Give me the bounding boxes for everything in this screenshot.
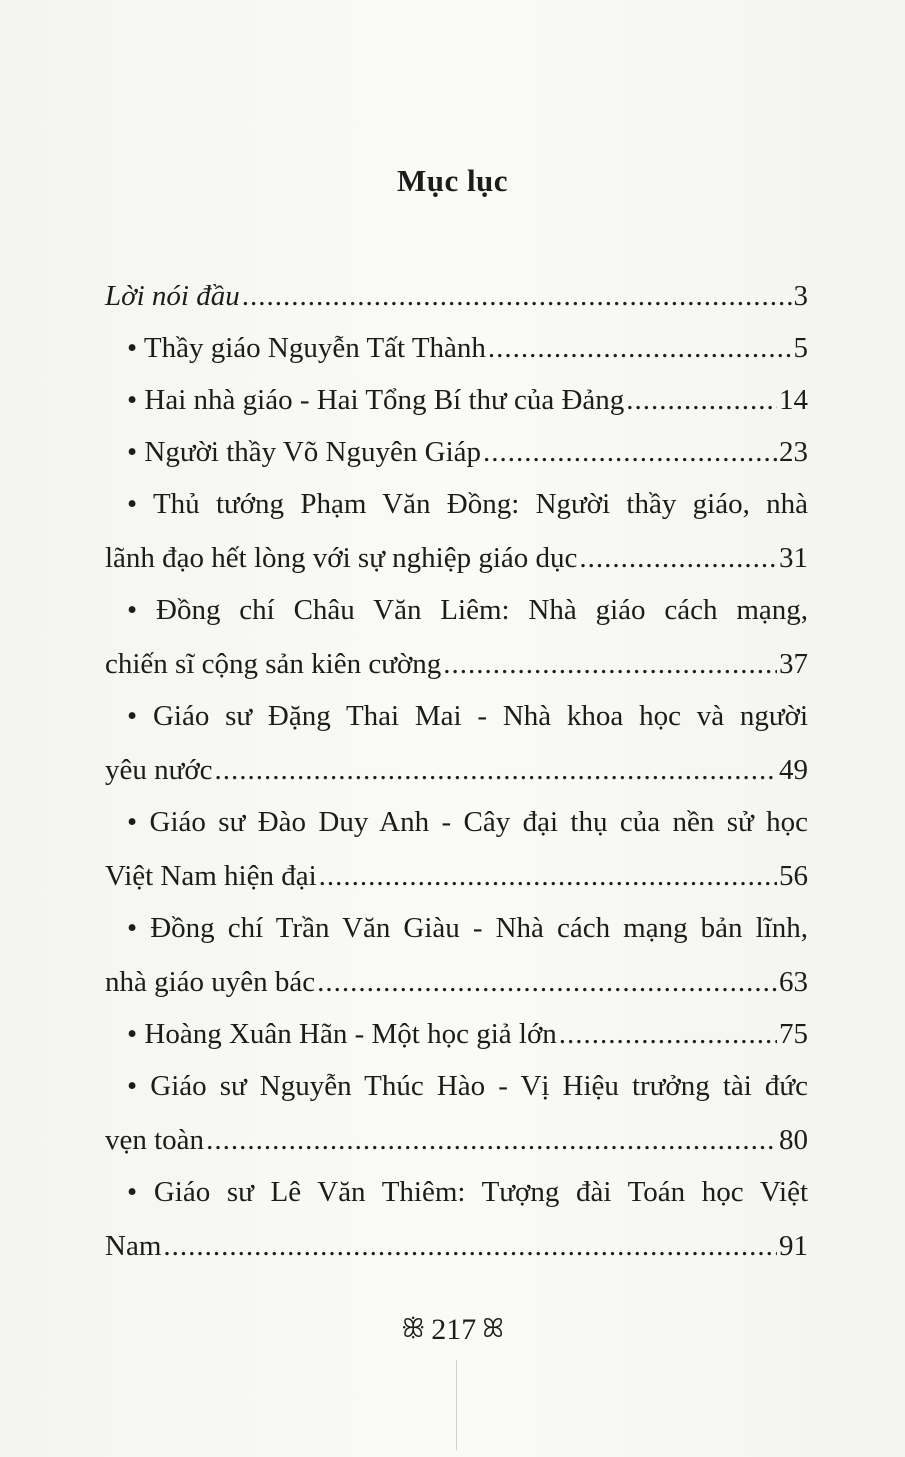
toc-entry-title: Đồng chí Trần Văn Giàu - Nhà cách mạng bản lĩnh, bbox=[150, 912, 808, 944]
dot-leader bbox=[559, 1008, 777, 1060]
dot-leader bbox=[206, 1114, 777, 1166]
bullet-icon: • bbox=[127, 436, 138, 468]
toc-page-number: 56 bbox=[779, 860, 808, 892]
bullet-icon: • bbox=[127, 594, 138, 626]
bullet-icon: • bbox=[127, 700, 138, 732]
toc-entry-line bbox=[105, 1220, 808, 1272]
toc-entry-title: Lời nói đầu bbox=[105, 280, 240, 312]
toc-entry-line bbox=[105, 374, 808, 426]
toc-page-number: 31 bbox=[779, 542, 808, 574]
dot-leader bbox=[579, 532, 777, 584]
toc-entry-line bbox=[105, 1008, 808, 1060]
toc-page-number: 75 bbox=[779, 1018, 808, 1050]
toc-page-number: 14 bbox=[779, 384, 808, 416]
page-folio bbox=[0, 1313, 905, 1347]
toc-entry-title-wrap bbox=[127, 374, 624, 426]
toc-page-number: 80 bbox=[779, 1124, 808, 1156]
dot-leader bbox=[163, 1220, 777, 1272]
toc-entry-line bbox=[105, 270, 808, 322]
toc-entry-title: Hoàng Xuân Hãn - Một học giả lớn bbox=[144, 1018, 557, 1050]
dot-leader bbox=[488, 322, 792, 374]
toc-page-number: 3 bbox=[793, 280, 808, 312]
toc-entry-title: Thầy giáo Nguyễn Tất Thành bbox=[143, 332, 486, 364]
bullet-icon: • bbox=[127, 1070, 138, 1102]
toc-entry-title: Người thầy Võ Nguyên Giáp bbox=[144, 436, 481, 468]
toc-entry-line bbox=[105, 426, 808, 478]
toc-entry bbox=[105, 902, 808, 1008]
toc-entry bbox=[105, 1060, 808, 1166]
dot-leader bbox=[317, 956, 777, 1008]
left-ornament-icon: ꕥ bbox=[401, 1314, 426, 1343]
toc-entry-continuation: nhà giáo uyên bác bbox=[105, 966, 316, 998]
toc-entry bbox=[105, 584, 808, 690]
toc-page-number: 63 bbox=[779, 966, 808, 998]
toc-entry bbox=[105, 478, 808, 584]
toc-page-number: 23 bbox=[779, 436, 808, 468]
toc-entry-line bbox=[105, 322, 808, 374]
bullet-icon: • bbox=[127, 488, 138, 520]
bullet-icon: • bbox=[127, 1018, 138, 1050]
toc-entry-continuation: lãnh đạo hết lòng với sự nghiệp giáo dục bbox=[105, 542, 578, 574]
toc-entry-title-wrap bbox=[105, 270, 240, 322]
right-ornament-icon: ꕤ bbox=[482, 1314, 504, 1343]
bullet-icon: • bbox=[127, 384, 138, 416]
page-title: Mục lục bbox=[396, 163, 509, 198]
spine-crease bbox=[456, 1360, 457, 1450]
toc-entry-line bbox=[105, 1166, 808, 1218]
toc-entry-line bbox=[105, 1060, 808, 1112]
toc-entry-line bbox=[105, 478, 808, 530]
dot-leader bbox=[626, 374, 777, 426]
toc-entry-line bbox=[105, 850, 808, 902]
toc-page-number: 49 bbox=[779, 754, 808, 786]
toc-entry-line bbox=[105, 532, 808, 584]
toc-entry-line bbox=[105, 902, 808, 954]
toc-entry bbox=[105, 796, 808, 902]
toc-page-number: 5 bbox=[793, 332, 808, 364]
toc-entry-title-wrap bbox=[127, 1008, 557, 1060]
dot-leader bbox=[483, 426, 777, 478]
toc-page-number: 91 bbox=[779, 1230, 808, 1262]
toc-entry-title-wrap bbox=[127, 322, 486, 374]
toc-entry-line bbox=[105, 1114, 808, 1166]
toc-entry-title: Thủ tướng Phạm Văn Đồng: Người thầy giáo, nhà bbox=[152, 488, 808, 520]
toc-entry-title: Giáo sư Đào Duy Anh - Cây đại thụ của nền sử học bbox=[149, 806, 808, 838]
toc-entry-line bbox=[105, 956, 808, 1008]
dot-leader bbox=[319, 850, 777, 902]
toc-entry bbox=[105, 322, 808, 374]
dot-leader bbox=[215, 744, 777, 796]
toc-entry-line bbox=[105, 690, 808, 742]
toc-entry bbox=[105, 426, 808, 478]
toc-entry-line bbox=[105, 638, 808, 690]
toc-page-number: 37 bbox=[779, 648, 808, 680]
toc-entry-title: Giáo sư Nguyễn Thúc Hào - Vị Hiệu trưởng tài đức bbox=[150, 1070, 809, 1102]
toc-entry-title: Giáo sư Đặng Thai Mai - Nhà khoa học và người bbox=[152, 700, 808, 732]
bullet-icon: • bbox=[127, 912, 138, 944]
toc-entry bbox=[105, 690, 808, 796]
toc-entry-continuation: chiến sĩ cộng sản kiên cường bbox=[105, 648, 442, 680]
toc-entry-line bbox=[105, 796, 808, 848]
dot-leader bbox=[242, 270, 792, 322]
page-number: 217 bbox=[431, 1313, 477, 1346]
toc-entry bbox=[105, 1166, 808, 1272]
toc-entry-continuation: Nam bbox=[105, 1230, 162, 1262]
toc-entry bbox=[105, 374, 808, 426]
toc-entry-title: Hai nhà giáo - Hai Tổng Bí thư của Đảng bbox=[144, 384, 625, 416]
toc-entry-continuation: vẹn toàn bbox=[105, 1124, 205, 1156]
toc-entry-continuation: yêu nước bbox=[105, 754, 213, 786]
toc-entry-line bbox=[105, 584, 808, 636]
toc-entry-title: Đồng chí Châu Văn Liêm: Nhà giáo cách mạng, bbox=[156, 594, 809, 626]
toc-entry-title-wrap bbox=[127, 426, 481, 478]
bullet-icon: • bbox=[127, 806, 138, 838]
bullet-icon: • bbox=[127, 1176, 138, 1208]
toc-entry-line bbox=[105, 744, 808, 796]
toc-entry bbox=[105, 1008, 808, 1060]
bullet-icon: • bbox=[127, 332, 138, 364]
toc-entry bbox=[105, 270, 808, 322]
toc-entry-title: Giáo sư Lê Văn Thiêm: Tượng đài Toán học Việt bbox=[153, 1176, 809, 1208]
dot-leader bbox=[443, 638, 777, 690]
toc-entry-continuation: Việt Nam hiện đại bbox=[105, 860, 317, 892]
table-of-contents bbox=[105, 270, 808, 1272]
